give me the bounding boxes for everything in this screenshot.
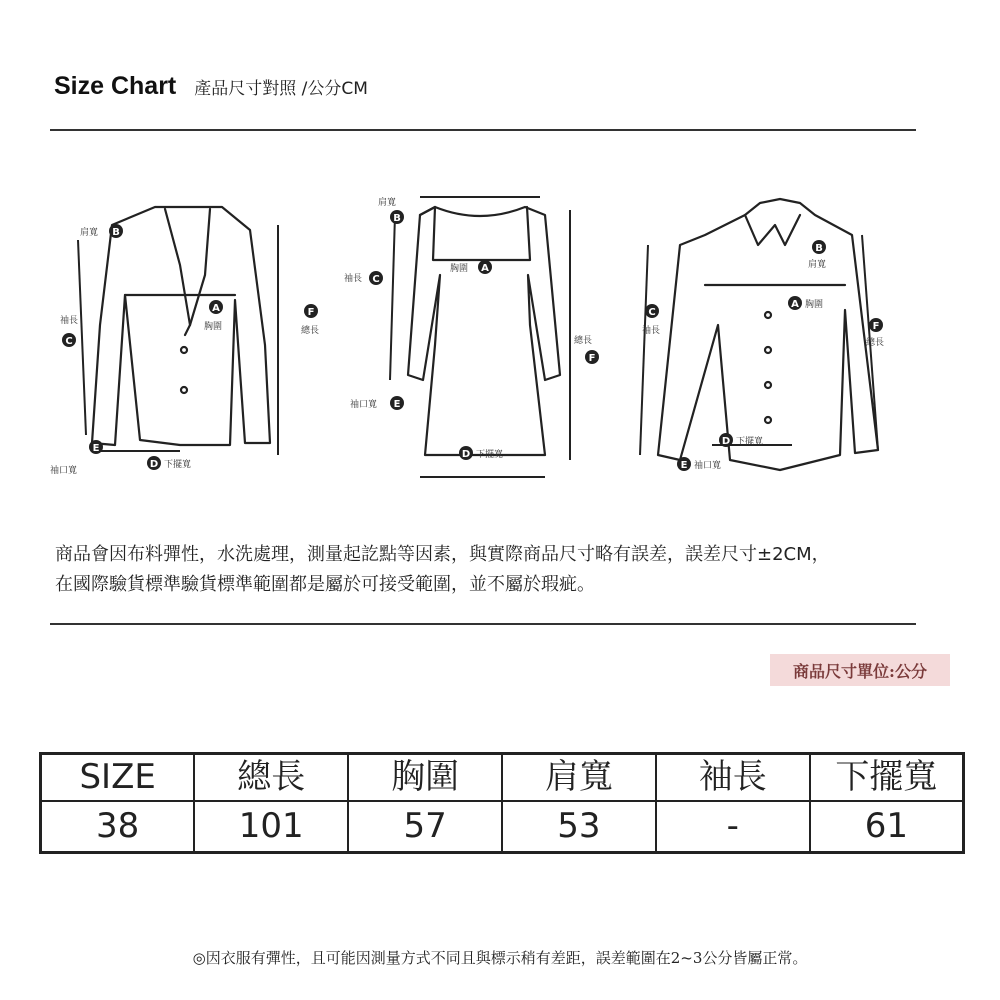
header-sleeve: 袖長	[656, 754, 810, 802]
label-shirt-cuff: 袖口寬	[694, 461, 722, 471]
divider-bottom	[50, 623, 916, 625]
cell-shoulder: 53	[502, 801, 656, 853]
label-dress-length: 總長	[574, 336, 593, 346]
cell-hem: 61	[810, 801, 964, 853]
label-shirt-hem: 下擺寬	[736, 437, 764, 447]
size-table-header-row	[41, 754, 964, 802]
table-row	[41, 801, 964, 853]
svg-text:F: F	[588, 353, 596, 364]
svg-text:D: D	[721, 436, 731, 447]
label-shirt-shoulder: 肩寬	[808, 260, 827, 270]
divider-top	[50, 129, 916, 131]
label-shirt-chest: 胸圍	[805, 300, 824, 310]
label-dress-hem: 下擺寬	[476, 450, 504, 460]
cell-sleeve: -	[656, 801, 810, 853]
svg-text:B: B	[815, 243, 823, 254]
title-chinese: 產品尺寸對照 /公分CM	[194, 79, 368, 99]
svg-text:F: F	[307, 307, 315, 318]
garment-diagrams	[40, 185, 920, 490]
header-chest: 胸圍	[348, 754, 502, 802]
svg-text:C: C	[372, 274, 380, 285]
disclaimer-note	[55, 540, 830, 600]
svg-text:A: A	[481, 263, 489, 274]
header-hem: 下擺寬	[810, 754, 964, 802]
size-table	[39, 752, 965, 854]
dress-diagram	[344, 196, 599, 477]
label-dress-cuff: 袖口寬	[350, 400, 378, 410]
cell-chest: 57	[348, 801, 502, 853]
label-shoulder: 肩寬	[80, 228, 99, 238]
mark-b: B	[112, 227, 120, 238]
header-length: 總長	[194, 754, 348, 802]
cell-length: 101	[194, 801, 348, 853]
svg-text:C: C	[65, 336, 73, 347]
svg-text:E: E	[92, 443, 100, 454]
svg-text:D: D	[461, 449, 471, 460]
svg-text:E: E	[393, 399, 401, 410]
jacket-diagram	[50, 207, 319, 476]
cell-size: 38	[41, 801, 195, 853]
page-title	[54, 72, 368, 106]
label-dress-shoulder: 肩寬	[378, 198, 397, 208]
label-cuff: 袖口寬	[50, 466, 78, 476]
disclaimer-line-2: 在國際驗貨標準驗貨標準範圍都是屬於可接受範圍，並不屬於瑕疵。	[55, 574, 595, 595]
header-shoulder: 肩寬	[502, 754, 656, 802]
label-length: 總長	[301, 326, 320, 336]
svg-text:D: D	[149, 459, 159, 470]
svg-text:C: C	[648, 307, 656, 318]
disclaimer-line-1: 商品會因布料彈性，水洗處理，測量起訖點等因素，與實際商品尺寸略有誤差，誤差尺寸±2CM，	[55, 544, 830, 565]
footnote: ◎因衣服有彈性，且可能因測量方式不同且與標示稍有差距，誤差範圍在2~3公分皆屬正常。	[192, 949, 808, 967]
header-size: SIZE	[41, 754, 195, 802]
svg-text:F: F	[872, 321, 880, 332]
shirt-diagram	[640, 199, 884, 471]
label-sleeve: 袖長	[60, 316, 79, 326]
label-dress-chest: 胸圍	[450, 264, 469, 274]
svg-text:B: B	[393, 213, 401, 224]
svg-text:E: E	[680, 460, 688, 471]
svg-text:A: A	[791, 299, 799, 310]
label-chest: 胸圍	[204, 322, 223, 332]
label-dress-sleeve: 袖長	[344, 274, 363, 284]
label-shirt-length: 總長	[866, 338, 885, 348]
title-english: Size Chart	[54, 72, 177, 100]
label-shirt-sleeve: 袖長	[642, 326, 661, 336]
label-hem: 下擺寬	[164, 460, 192, 470]
svg-text:A: A	[212, 303, 220, 314]
unit-badge: 商品尺寸單位:公分	[770, 654, 950, 686]
